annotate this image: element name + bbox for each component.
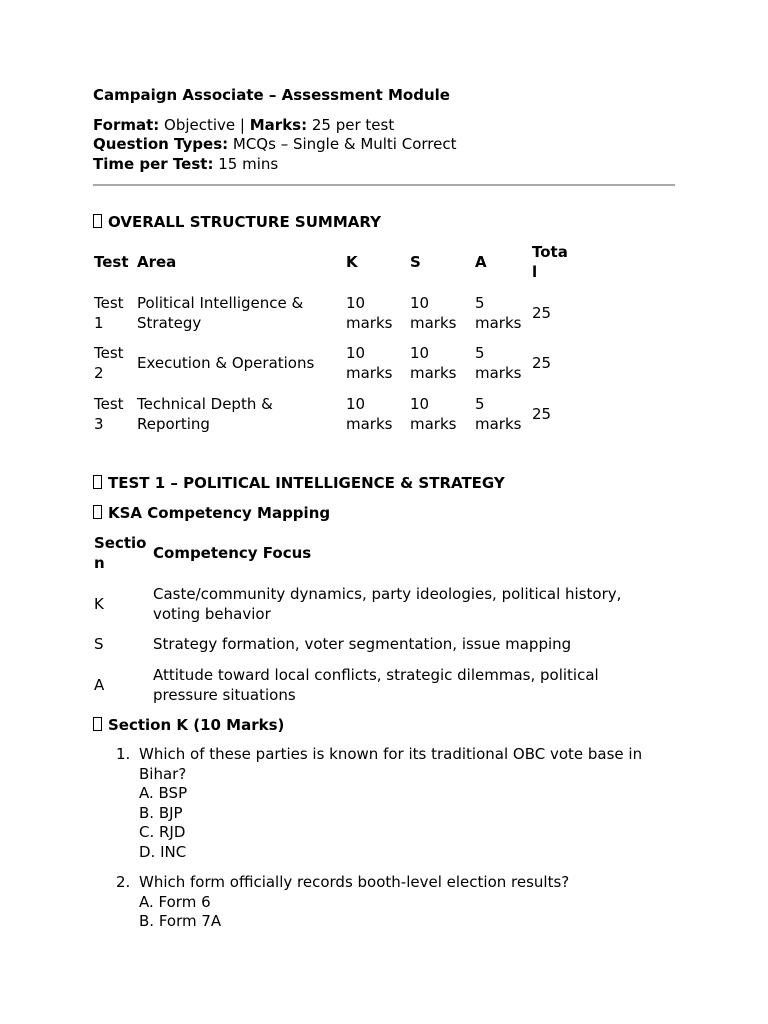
missing-glyph-icon xyxy=(93,717,102,731)
meta-marks-value: 25 per test xyxy=(307,116,395,134)
meta-question-types-value: MCQs – Single & Multi Correct xyxy=(228,135,457,153)
meta-marks-label: Marks: xyxy=(249,116,308,134)
meta-format-label: Format: xyxy=(93,116,160,134)
list-item xyxy=(139,873,569,932)
summary-cell-total: 25 xyxy=(532,304,552,322)
answer-option: A. Form 6 xyxy=(139,892,211,911)
summary-header-a: A xyxy=(475,253,487,271)
summary-header-k: K xyxy=(346,253,358,271)
summary-cell-total: 25 xyxy=(532,354,552,372)
summary-cell-s: 10 marks xyxy=(410,395,457,433)
answer-option: C. RJD xyxy=(139,823,186,841)
meta-time-value: 15 mins xyxy=(213,155,279,173)
summary-cell-a: 5 marks xyxy=(475,344,522,382)
answer-option: D. INC xyxy=(139,842,187,861)
missing-glyph-icon xyxy=(93,475,102,489)
mapping-header-focus: Competency Focus xyxy=(153,544,312,562)
mapping-cell-focus: Strategy formation, voter segmentation, issue mapping xyxy=(153,635,572,653)
answer-option: B. BJP xyxy=(139,803,183,822)
summary-header-test: Test xyxy=(94,253,129,271)
missing-glyph-icon xyxy=(93,505,102,519)
summary-header-area: Area xyxy=(137,253,177,271)
question-text: Bihar? xyxy=(139,764,187,783)
mapping-header-section: Sectio n xyxy=(94,534,147,572)
document-title: Campaign Associate – Assessment Module xyxy=(93,86,450,104)
mapping-cell-section: S xyxy=(94,635,104,653)
question-number: 1. xyxy=(116,745,131,763)
mapping-cell-section: K xyxy=(94,595,104,613)
question-text: Which of these parties is known for its traditional OBC vote base in xyxy=(139,745,643,763)
summary-cell-k: 10 marks xyxy=(346,395,393,433)
summary-cell-s: 10 marks xyxy=(410,344,457,382)
mapping-cell-focus: Caste/community dynamics, party ideologies, political history, voting behavior xyxy=(153,585,622,623)
summary-cell-k: 10 marks xyxy=(346,294,393,332)
list-item xyxy=(139,745,642,862)
summary-cell-area: Political Intelligence & Strategy xyxy=(137,294,304,332)
answer-option: B. Form 7A xyxy=(139,912,222,930)
answer-option: A. BSP xyxy=(139,784,188,802)
summary-header-total: Tota l xyxy=(532,243,568,281)
mapping-cell-focus: Attitude toward local conflicts, strategic dilemmas, political pressure situations xyxy=(153,666,599,704)
question-text: Which form officially records booth-level election results? xyxy=(139,873,570,891)
section-k-heading: Section K (10 Marks) xyxy=(93,716,284,736)
missing-glyph-icon xyxy=(93,214,102,228)
summary-cell-area: Technical Depth & Reporting xyxy=(137,395,273,433)
summary-cell-k: 10 marks xyxy=(346,344,393,382)
mapping-cell-section: A xyxy=(94,676,105,694)
horizontal-rule xyxy=(93,184,675,186)
meta-format xyxy=(93,116,394,136)
meta-time xyxy=(93,155,278,175)
summary-cell-s: 10 marks xyxy=(410,294,457,332)
summary-cell-total: 25 xyxy=(532,405,552,423)
table-row: Test 1 xyxy=(94,294,124,332)
question-number: 2. xyxy=(116,873,131,891)
meta-time-label: Time per Test: xyxy=(93,155,214,173)
table-row: Test 3 xyxy=(94,395,124,433)
meta-question-types xyxy=(93,135,457,155)
summary-cell-area: Execution & Operations xyxy=(137,354,315,372)
meta-question-types-label: Question Types: xyxy=(93,135,229,153)
mapping-heading: KSA Competency Mapping xyxy=(93,504,330,524)
summary-cell-a: 5 marks xyxy=(475,294,522,332)
table-row: Test 2 xyxy=(94,344,124,382)
test1-heading: TEST 1 – POLITICAL INTELLIGENCE & STRATEGY xyxy=(93,474,505,494)
summary-header-s: S xyxy=(410,253,421,271)
summary-heading: OVERALL STRUCTURE SUMMARY xyxy=(93,213,381,233)
summary-cell-a: 5 marks xyxy=(475,395,522,433)
meta-format-value: Objective | xyxy=(159,116,250,134)
